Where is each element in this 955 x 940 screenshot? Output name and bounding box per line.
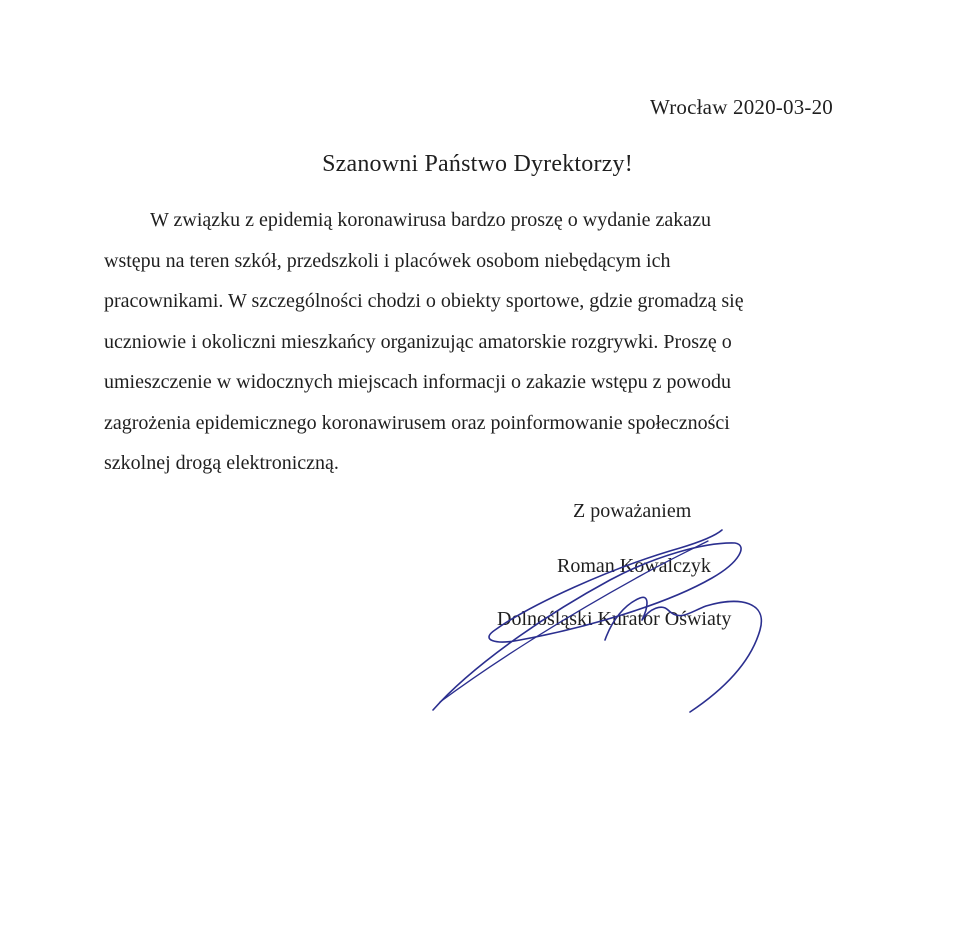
- body-line: W związku z epidemią koronawirusa bardzo proszę o wydanie zakazu: [150, 209, 712, 231]
- body-line: umieszczenie w widocznych miejscach informacji o zakazie wstępu z powodu: [104, 371, 731, 393]
- body-line: zagrożenia epidemicznego koronawirusem oraz poinformowanie społeczności: [104, 411, 730, 434]
- letter-body: [104, 200, 864, 484]
- letter-date: Wrocław 2020-03-20: [650, 95, 833, 119]
- body-line: uczniowie i okoliczni mieszkańcy organizując amatorskie rozgrywki. Proszę o: [104, 330, 732, 353]
- body-line: pracownikami. W szczególności chodzi o obiekty sportowe, gdzie gromadzą się: [104, 290, 744, 312]
- body-line: wstępu na teren szkół, przedszkoli i placówek osobom niebędącym ich: [104, 249, 671, 272]
- body-line: szkolnej drogą elektroniczną.: [104, 452, 339, 474]
- salutation: Szanowni Państwo Dyrektorzy!: [322, 151, 633, 177]
- closing-phrase: Z poważaniem: [573, 500, 692, 522]
- signer-title: Dolnośląski Kurator Oświaty: [497, 608, 732, 630]
- signer-name: Roman Kowalczyk: [557, 555, 711, 577]
